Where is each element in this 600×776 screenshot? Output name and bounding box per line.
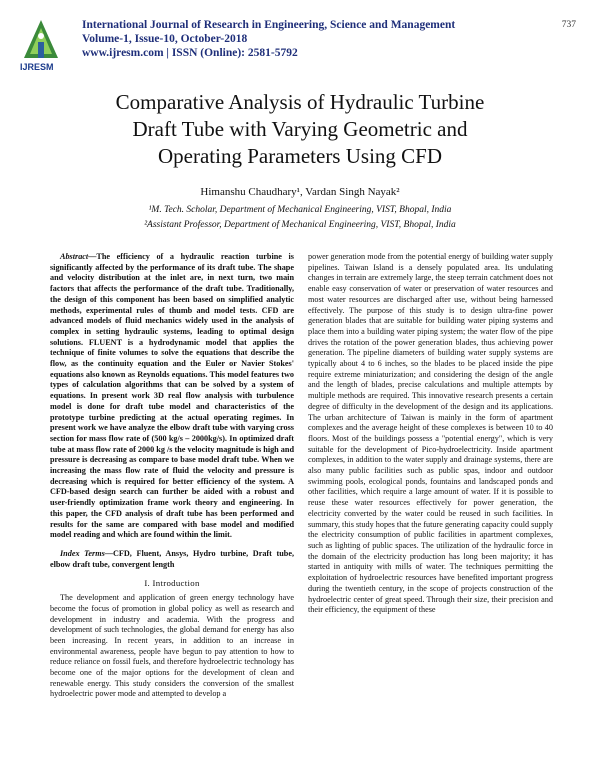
introduction-text: The development and application of green energy technology have become the focus of promotion in global policy as well as research and development in industry and academia. With the progress and development of such technologies, the global demand for energy has also been increasing. In recent years, in addition to an increase in environmental awareness, people have begun to pay attention to how to reduce reliance on fossil fuels, and therefore hydroelectric technology has become one of the major options for the development of clean and renewable energy. This study considers the conversion of the smallest hydroelectric power mode and attempted to develop a: [50, 593, 294, 699]
logo-text: IJRESM: [20, 62, 54, 72]
journal-url-issn: www.ijresm.com | ISSN (Online): 2581-5792: [82, 47, 298, 59]
paper-title: [40, 89, 560, 170]
right-column: [308, 252, 553, 616]
title-line-3: Operating Parameters Using CFD: [157, 144, 443, 168]
index-terms-text: CFD, Fluent, Ansys, Hydro turbine, Draft tube, elbow draft tube, convergent length: [50, 548, 294, 569]
affiliation-2: ²Assistant Professor, Department of Mechanical Engineering, VIST, Bhopal, India: [144, 220, 456, 230]
abstract-text: The efficiency of a hydraulic reaction turbine is significantly affected by the performance of its draft tube. The shape and velocity distribution at the inlet are, in next turn, two main factors that affects the performance of the draft tube. Traditionally, the design of this component has been based on simplified analytic methods, experimental rules of thumb and model tests. CFD are advanced models of fluid mechanics widely used in the analysis of complex in setting hydraulic systems, leading to optimal design solutions. FLUENT is a hydrodynamic model that applies the technique of finite volumes to solve the equations that describe the flow, as the continuity equation and the Euler or Navier Stokes' equations also known as Reynolds equations. This model features two types of calculation algorithms that can be solved by a system of equations. In present work 3D real flow analysis with turbulence model is done for draft tube model and characteristics of the prototype turbine predicting at the actual operating regimes. In present work we have analyze the elbow draft tube with varying cross section for mass flow rate of (500 kg/s – 2000kg/s). In optimized draft tube at mass flow rate of 2000 kg /s the velocity magnitude is high and pressure is decreasing as compare to base model draft tube. When we increasing the mass flow rate of fluid the velocity and pressure is decreasing which is required for better efficiency of the system. A CFD-based design search can further be aided with a robust and user-friendly optimization frame work theory and engineering. In this paper, the CFD analysis of draft tube has been performed and results for the same are compared with base model and modified model reading and which are found within the limit.: [50, 252, 294, 540]
journal-header: [18, 18, 582, 76]
abstract-lead: Abstract—: [60, 252, 97, 261]
title-line-2: Draft Tube with Varying Geometric and: [132, 117, 468, 141]
journal-name: International Journal of Research in Engineering, Science and Management: [82, 19, 456, 31]
section-heading: I. Introduction: [144, 578, 200, 589]
journal-volume: Volume-1, Issue-10, October-2018: [82, 33, 248, 45]
journal-info: [82, 18, 455, 60]
title-line-1: Comparative Analysis of Hydraulic Turbine: [115, 90, 485, 114]
index-terms: [50, 549, 294, 570]
right-column-text: power generation mode from the potential energy of building water supply pipelines. Taiwan Island is a densely populated area. Its undulating changes in terrain are extremely large, the steep terrain catchment does not enable easy conservation of water or preservation of water resources and most water resources are discharged after use, without being harnessed effectively. The purpose of this study is to design ultra-fine power generation blades that are suitable for building water piping systems and place them into a building water piping system; the water flow of the pipe drives the rotation of the power generation blades, thus achieving power generation. The pipeline diameters of building water supply systems are typically about 4 to 6 inches, so the blades to be placed inside the pipe require extreme miniaturization; and considering the design of the angle and the length of blades, precise calculations and multiple attempts by multiple methods are required. This innovative research presents a certain degree of difficulty in the development of the design and its applications. The urban architecture of Taiwan is mainly in the form of apartment complexes and the average height of these complexes is between 10 to 40 floors. Most of the buildings possess a "potential energy", which is very suitable for the development of Pico-hydroelectricity. Inside apartment complexes, in addition to the water supply and drainage systems, there are also many public facilities such as public spas, indoor and outdoor swimming pools, ecological ponds, fountains and landscaped ponds and other facilities, which require a large amount of water. If it is possible to reuse these water resources effectively for power generation, the electricity converted by the water could be reused in such facilities. In summary, this study hopes that the future generating capacity could supply the electricity consumption of public facilities in apartment complexes, such as lighting of public spaces. The utilization of the hydraulic force in the domain of the electricity production has long been majority; it has started in antiquity with mills of water. The techniques permitting the exploitation of hydroelectric resources have benefited important progress during the twentieth century, in the scope of projects construction of the hydroelectric center of great speed. Through their size, their precision and their efficiency, the equipment of these: [308, 252, 553, 615]
page-number: 737: [561, 20, 576, 30]
abstract: [50, 252, 294, 541]
index-terms-lead: Index Terms—: [60, 548, 113, 558]
affiliation-1: ¹M. Tech. Scholar, Department of Mechanical Engineering, VIST, Bhopal, India: [148, 205, 452, 215]
left-column: [50, 252, 294, 700]
authors: Himanshu Chaudhary¹, Vardan Singh Nayak²: [200, 186, 400, 198]
